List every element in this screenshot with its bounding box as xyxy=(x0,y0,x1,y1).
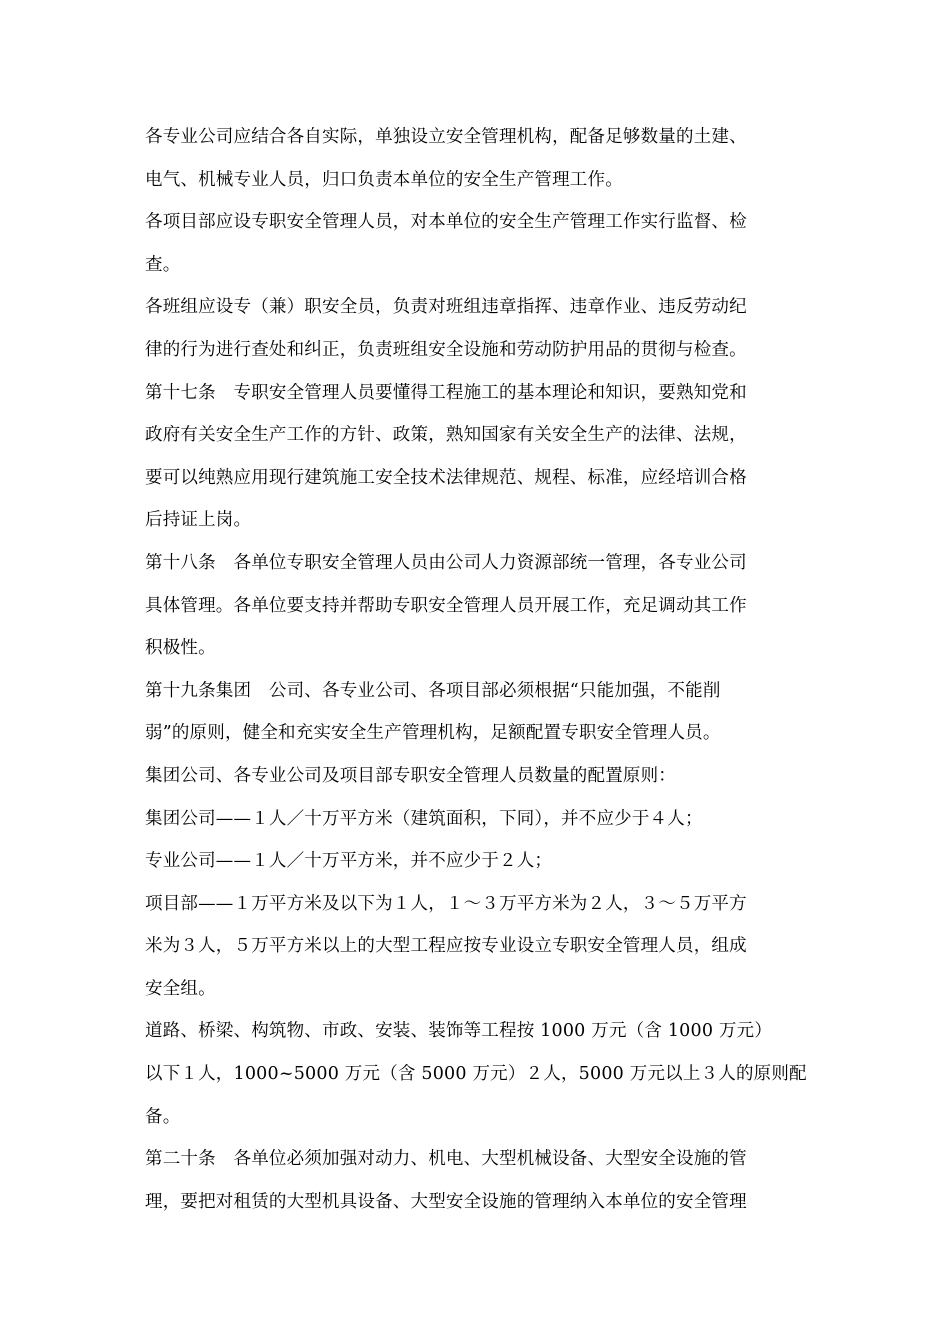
text-line: 安全组。 xyxy=(145,978,216,999)
text-line: 各班组应设专（兼）职安全员，负责对班组违章指挥、违章作业、违反劳动纪 xyxy=(145,297,747,318)
text-line: 项目部——１万平方米及以下为１人，１～３万平方米为２人，３～５万平方 xyxy=(145,893,747,914)
text-line: 后持证上岗。 xyxy=(145,510,252,531)
text-line: 电气、机械专业人员，归口负责本单位的安全生产管理工作。 xyxy=(145,169,623,190)
text-line: 第十七条 专职安全管理人员要懂得工程施工的基本理论和知识，要熟知党和 xyxy=(145,382,747,403)
text-line: 专业公司——１人／十万平方米，并不应少于２人； xyxy=(145,851,553,872)
text-line: 积极性。 xyxy=(145,638,216,659)
text-line: 第十八条 各单位专职安全管理人员由公司人力资源部统一管理，各专业公司 xyxy=(145,552,747,573)
text-line: 各项目部应设专职安全管理人员，对本单位的安全生产管理工作实行监督、检 xyxy=(145,212,747,233)
text-line: 要可以纯熟应用现行建筑施工安全技术法律规范、规程、标准，应经培训合格 xyxy=(145,467,747,488)
text-line: 道路、桥梁、构筑物、市政、安装、装饰等工程按 1000 万元（含 1000 万元） xyxy=(145,1021,773,1042)
text-line: 备。 xyxy=(145,1106,181,1127)
text-line: 理，要把对租赁的大型机具设备、大型安全设施的管理纳入本单位的安全管理 xyxy=(145,1191,747,1212)
text-line: 第二十条 各单位必须加强对动力、机电、大型机械设备、大型安全设施的管 xyxy=(145,1149,747,1170)
text-line: 政府有关安全生产工作的方针、政策，熟知国家有关安全生产的法律、法规， xyxy=(145,425,747,446)
text-line: 具体管理。各单位要支持并帮助专职安全管理人员开展工作，充足调动其工作 xyxy=(145,595,747,616)
text-line: 各专业公司应结合各自实际，单独设立安全管理机构，配备足够数量的土建、 xyxy=(145,127,747,147)
document-body xyxy=(145,116,810,1223)
text-line: 第十九条集团 公司、各专业公司、各项目部必须根据“只能加强，不能削 xyxy=(145,680,721,701)
text-line: 米为３人，５万平方米以上的大型工程应按专业设立专职安全管理人员，组成 xyxy=(145,936,747,957)
text-line: 集团公司、各专业公司及项目部专职安全管理人员数量的配置原则： xyxy=(145,765,676,786)
text-line: 查。 xyxy=(145,254,181,275)
text-line: 以下１人，1000~5000 万元（含 5000 万元）２人，5000 万元以上３人的原则配 xyxy=(145,1064,807,1085)
text-line: 律的行为进行查处和纠正，负责班组安全设施和劳动防护用品的贯彻与检查。 xyxy=(145,339,747,360)
text-line: 集团公司——１人／十万平方米（建筑面积，下同），并不应少于４人； xyxy=(145,808,703,829)
text-line: 弱”的原则，健全和充实安全生产管理机构，足额配置专职安全管理人员。 xyxy=(145,723,721,744)
